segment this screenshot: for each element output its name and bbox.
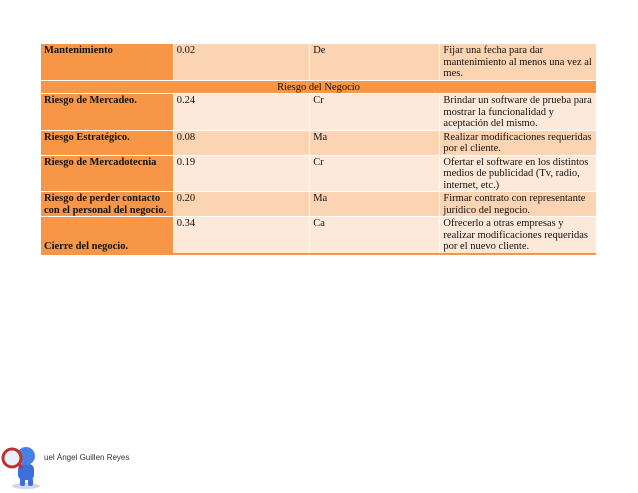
risk-value: 0.20 (173, 192, 309, 217)
risk-level: Ma (310, 192, 440, 217)
risk-name: Riesgo de Mercadeo. (41, 94, 173, 131)
section-row (41, 80, 596, 94)
risk-name: Riesgo de perder contacto con el personal del negocio. (41, 192, 173, 217)
risk-action: Ofertar el software en los distintos medios de publicidad (Tv, radio, internet, etc.) (440, 155, 596, 192)
footer-author: uel Ángel Guillen Reyes (44, 453, 130, 462)
risk-value: 0.34 (173, 217, 309, 254)
risk-value: 0.02 (173, 44, 309, 80)
risk-action: Ofrecerlo a otras empresas y realizar modificaciones requeridas por el nuevo cliente. (440, 217, 596, 254)
risk-value: 0.08 (173, 130, 309, 155)
risk-level: Ma (310, 130, 440, 155)
risk-name: Mantenimiento (41, 44, 173, 80)
risk-value: 0.19 (173, 155, 309, 192)
risk-level: Cr (310, 94, 440, 131)
table-row (41, 192, 596, 217)
risk-table (41, 44, 596, 255)
risk-level: Cr (310, 155, 440, 192)
table-row (41, 155, 596, 192)
table-row (41, 44, 596, 80)
risk-action: Fijar una fecha para dar mantenimiento al menos una vez al mes. (440, 44, 596, 80)
risk-action: Brindar un software de prueba para mostrar la funcionalidad y aceptación del mismo. (440, 94, 596, 131)
table-row (41, 217, 596, 254)
risk-action: Firmar contrato con representante jurídico del negocio. (440, 192, 596, 217)
risk-value: 0.24 (173, 94, 309, 131)
table-row (41, 130, 596, 155)
risk-name: Riesgo de Mercadotecnia (41, 155, 173, 192)
risk-action: Realizar modificaciones requeridas por el cliente. (440, 130, 596, 155)
table-row (41, 94, 596, 131)
magnifier-mascot-icon (0, 428, 48, 490)
section-title: Riesgo del Negocio (41, 80, 596, 94)
risk-name: Riesgo Estratégico. (41, 130, 173, 155)
risk-level: De (310, 44, 440, 80)
risk-level: Ca (310, 217, 440, 254)
risk-name: Cierre del negocio. (41, 217, 173, 254)
